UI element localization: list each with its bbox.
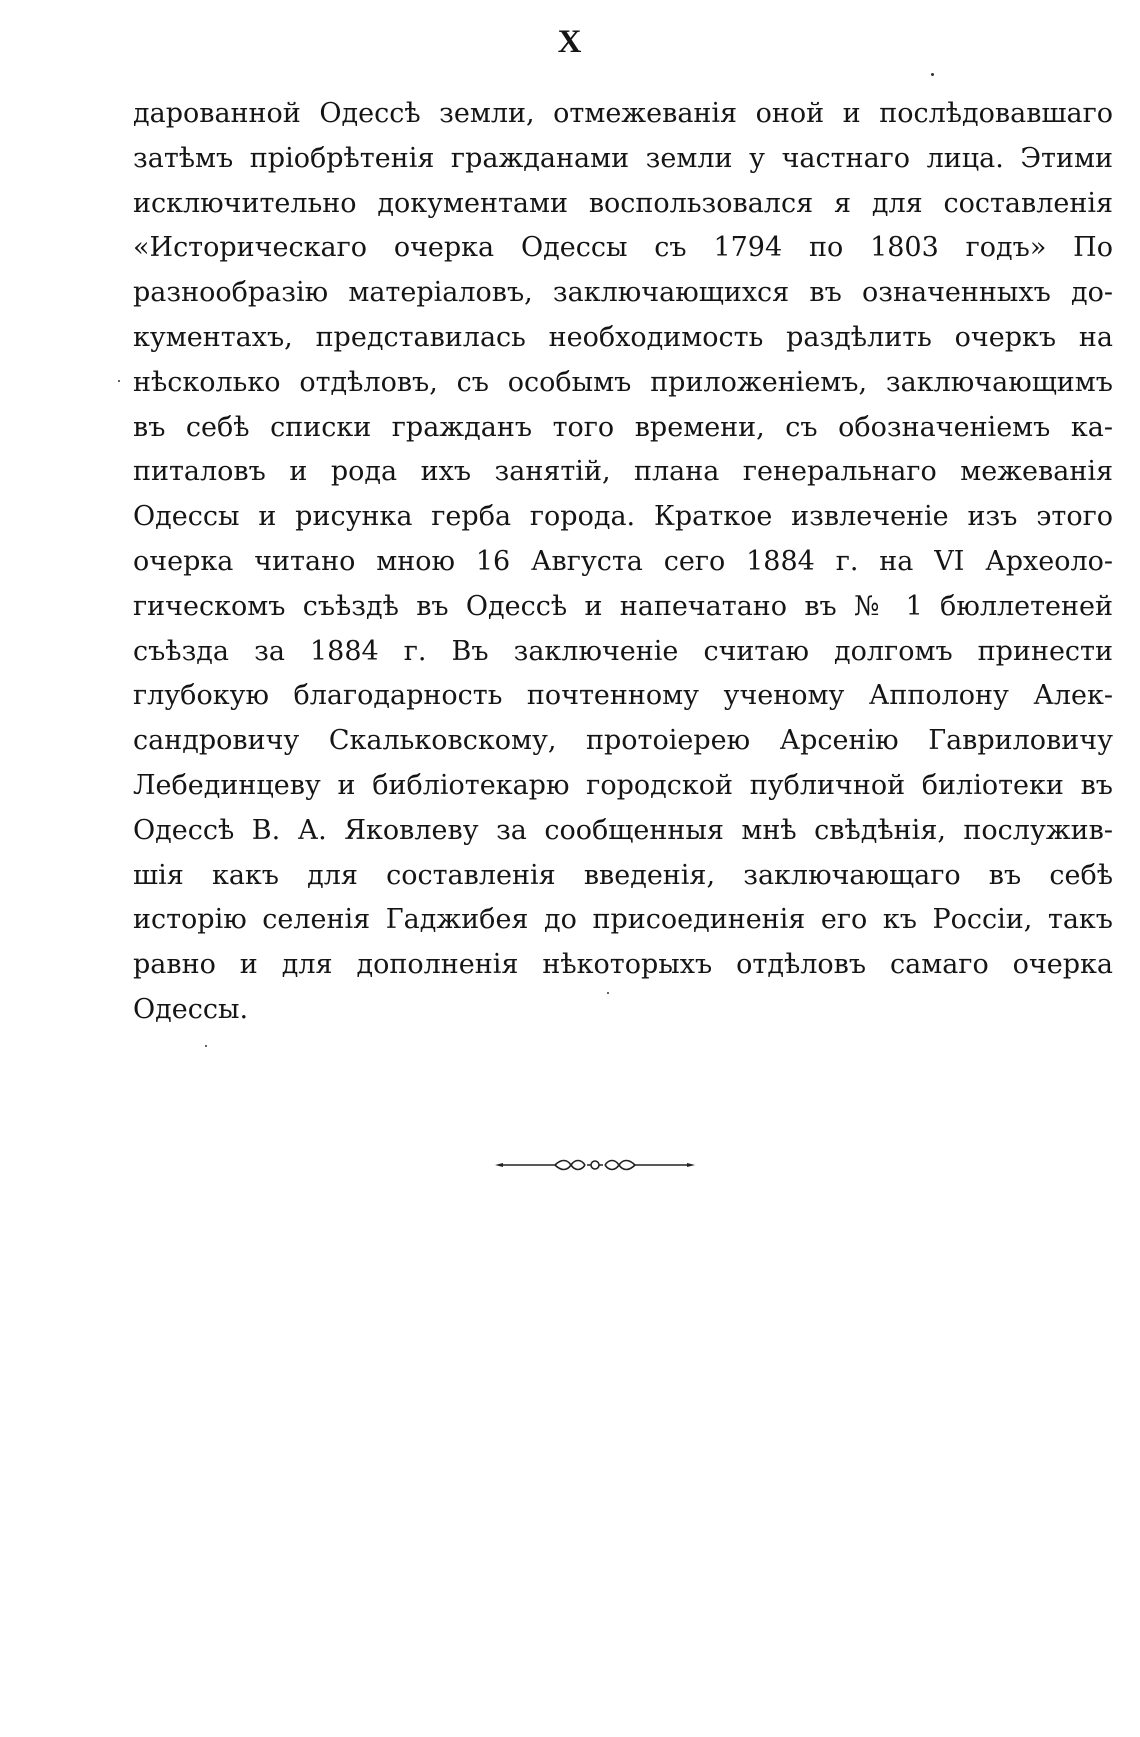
text-line: Лебединцеву и библіотекарю городской публичной биліотеки въ <box>133 769 1113 801</box>
text-line: Одессы и рисунка герба города. Краткое извлеченіе изъ этого <box>133 501 1113 533</box>
print-speck <box>205 1045 207 1047</box>
text-line: Одессѣ В. А. Яковлеву за сообщенныя мнѣ свѣдѣнія, послужив- <box>133 814 1113 846</box>
ornament-divider-icon <box>495 1153 695 1177</box>
text-line: съѣзда за 1884 г. Въ заключеніе считаю долгомъ принести <box>133 635 1113 667</box>
text-line: затѣмъ пріобрѣтенія гражданами земли у частнаго лица. Этими <box>133 142 1113 174</box>
text-line: питаловъ и рода ихъ занятій, плана генеральнаго межеванія <box>133 456 1113 488</box>
text-line: сандровичу Скальковскому, протоіерею Арсенію Гавриловичу <box>133 725 1113 757</box>
text-line: разнообразію матеріаловъ, заключающихся въ означенныхъ до- <box>133 277 1113 309</box>
text-line: шія какъ для составленія введенія, заключающаго въ себѣ <box>133 859 1113 891</box>
print-speck <box>931 73 934 76</box>
text-line: нѣсколько отдѣловъ, съ особымъ приложеніемъ, заключающимъ <box>133 366 1113 398</box>
text-line: исключительно документами воспользовался я для составленія <box>133 187 1113 219</box>
text-line: дарованной Одессѣ земли, отмежеванія оной и послѣдовавшаго <box>133 98 1113 129</box>
text-line: очерка читано мною 16 Августа сего 1884 г. на VI Археоло- <box>133 545 1113 577</box>
print-speck <box>118 380 120 382</box>
text-line: въ себѣ списки гражданъ того времени, съ обозначеніемъ ка- <box>133 411 1113 443</box>
body-paragraph <box>133 92 1113 1033</box>
page-number: X <box>557 24 583 60</box>
text-line: Одессы. <box>133 993 249 1025</box>
text-line: равно и для дополненія нѣкоторыхъ отдѣловъ самаго очерка <box>133 949 1113 981</box>
text-line: глубокую благодарность почтенному ученому Апполону Алек- <box>133 680 1113 712</box>
text-line: гическомъ съѣздѣ въ Одессѣ и напечатано въ № 1 бюллетеней <box>133 590 1113 622</box>
print-speck <box>607 992 609 994</box>
text-line: исторію селенія Гаджибея до присоединенія его къ Россіи, такъ <box>133 904 1113 936</box>
text-line: «Историческаго очерка Одессы съ 1794 по 1803 годъ» По <box>133 232 1113 264</box>
text-line: кументахъ, представилась необходимость раздѣлить очеркъ на <box>133 321 1113 353</box>
